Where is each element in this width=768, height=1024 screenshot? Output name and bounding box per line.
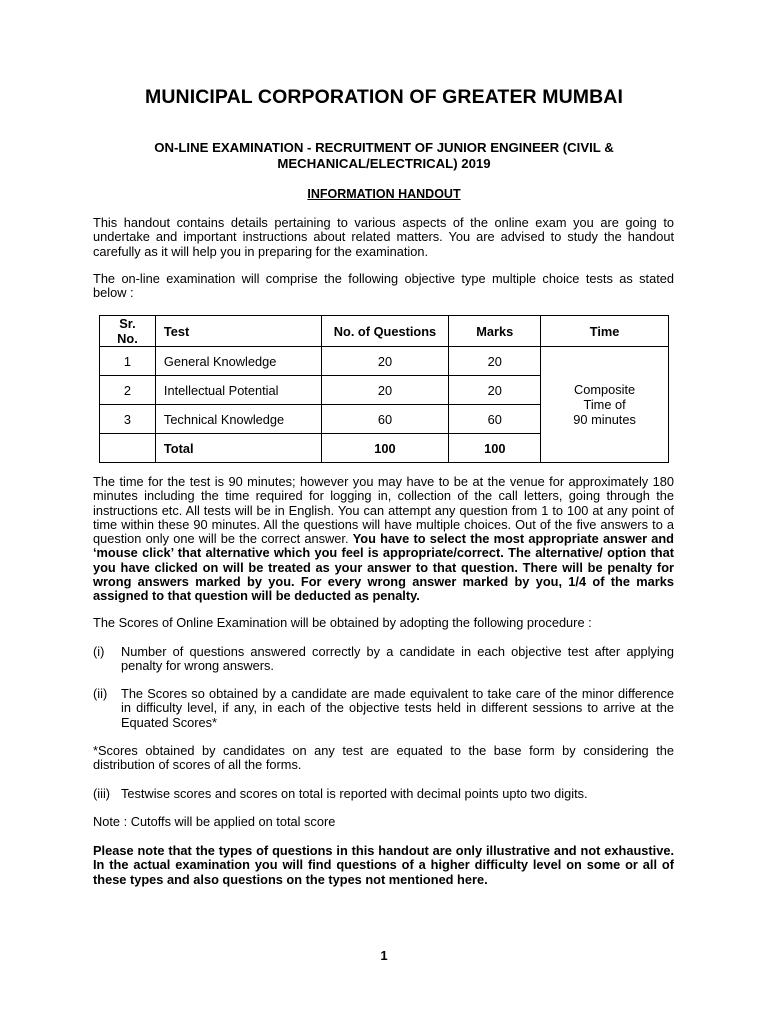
list-item [93, 787, 674, 801]
cell-questions: 20 [321, 376, 449, 405]
header-sr-no: Sr. No. [100, 316, 156, 347]
cell-marks: 60 [449, 405, 541, 434]
tests-intro-paragraph: The on-line examination will comprise the following objective type multiple choice tests as stated below : [93, 271, 674, 301]
cutoff-note: Note : Cutoffs will be applied on total score [93, 814, 336, 829]
time-instructions-bold: You have to select the most appropriate answer and ‘mouse click’ that alternative which you feel is appropriate/correct. The alternative/ option that you have clicked on will be treated as your answer to that question. There will be penalty for wrong answers marked by you. For every wrong answer marked by you, 1/4 of the marks assigned to that question will be deducted as penalty. [93, 531, 674, 604]
table-header-row [100, 316, 669, 347]
exam-subtitle [120, 140, 648, 171]
scores-intro: The Scores of Online Examination will be obtained by adopting the following procedure : [93, 615, 592, 630]
list-item-number: (iii) [93, 786, 111, 801]
cell-sr-empty [100, 434, 156, 463]
table-row [100, 347, 669, 376]
list-item-number: (ii) [93, 686, 108, 701]
header-marks: Marks [449, 316, 541, 347]
cell-marks: 20 [449, 347, 541, 376]
handout-heading: INFORMATION HANDOUT [307, 187, 461, 201]
list-item-text: The Scores so obtained by a candidate are made equivalent to take care of the minor difference in difficulty level, if any, in each of the objective tests held in different sessions to arrive at the Equated Scores* [121, 686, 674, 730]
cell-test: Intellectual Potential [155, 376, 321, 405]
header-questions: No. of Questions [321, 316, 449, 347]
closing-note: Please note that the types of questions in this handout are only illustrative and not exhaustive. In the actual examination you will find questions of a higher difficulty level on some or all of these types and also questions on the types not mentioned here. [93, 843, 674, 887]
time-line-1: Composite [574, 382, 636, 397]
cell-total-questions: 100 [321, 434, 449, 463]
cell-sr: 3 [100, 405, 156, 434]
cell-questions: 20 [321, 347, 449, 376]
cell-sr: 2 [100, 376, 156, 405]
header-time: Time [541, 316, 669, 347]
cell-sr: 1 [100, 347, 156, 376]
header-test: Test [155, 316, 321, 347]
intro-paragraph: This handout contains details pertaining to various aspects of the online exam you are going to undertake and important instructions about related matters. You are advised to study the handout carefully as it will help you in preparing for the examination. [93, 215, 674, 259]
cell-total-label: Total [155, 434, 321, 463]
list-item [93, 645, 674, 674]
page-number: 1 [380, 948, 388, 963]
list-item-text: Number of questions answered correctly by a candidate in each objective test after applying penalty for wrong answers. [121, 644, 674, 674]
cell-marks: 20 [449, 376, 541, 405]
list-item-number: (i) [93, 644, 105, 659]
time-instructions-paragraph [93, 475, 674, 604]
cell-test: Technical Knowledge [155, 405, 321, 434]
equated-scores-footnote: *Scores obtained by candidates on any test are equated to the base form by considering the distribution of scores of all the forms. [93, 743, 674, 773]
document-title: MUNICIPAL CORPORATION OF GREATER MUMBAI [144, 86, 624, 108]
cell-test: General Knowledge [155, 347, 321, 376]
cell-total-marks: 100 [449, 434, 541, 463]
list-item-text: Testwise scores and scores on total is reported with decimal points upto two digits. [121, 786, 588, 801]
cell-composite-time [541, 347, 669, 463]
tests-table [99, 315, 669, 463]
subtitle-line-2: MECHANICAL/ELECTRICAL) 2019 [277, 155, 491, 171]
subtitle-line-1: ON-LINE EXAMINATION - RECRUITMENT OF JUNIOR ENGINEER (CIVIL & [154, 140, 614, 155]
time-line-3: 90 minutes [573, 412, 636, 427]
list-item [93, 687, 674, 730]
time-instructions-plain: The time for the test is 90 minutes; however you may have to be at the venue for approximately 180 minutes including the time required for logging in, collection of the call letters, going through the instructions etc. All tests will be in English. You can attempt any question from 1 to 100 at any point of time within these 90 minutes. All the questions will have multiple choices. Out of the five answers to a question only one will be the correct answer. [93, 474, 674, 547]
time-line-2: Time of [583, 397, 626, 412]
cell-questions: 60 [321, 405, 449, 434]
